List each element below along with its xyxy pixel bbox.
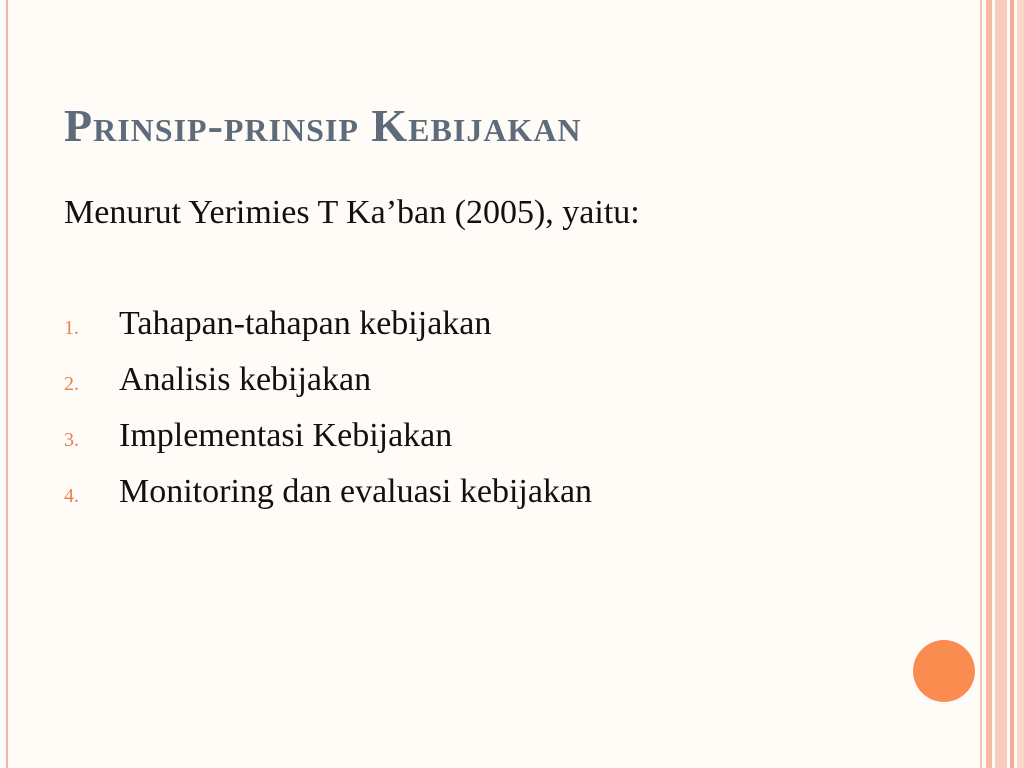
right-decorative-stripe bbox=[995, 0, 1007, 768]
list-item-text: Implementasi Kebijakan bbox=[119, 417, 453, 454]
list-number: 3. bbox=[64, 429, 79, 451]
list-item-text: Analisis kebijakan bbox=[119, 361, 372, 398]
slide-title: Prinsip-prinsip Kebijakan bbox=[64, 100, 582, 151]
right-decorative-stripe bbox=[980, 0, 982, 768]
list-item bbox=[64, 352, 592, 408]
right-decorative-stripe bbox=[1010, 0, 1014, 768]
list-item-text: Monitoring dan evaluasi kebijakan bbox=[119, 473, 593, 510]
orange-circle-decoration bbox=[913, 640, 975, 702]
intro-text: Menurut Yerimies T Ka’ban (2005), yaitu: bbox=[64, 194, 640, 231]
list-number: 2. bbox=[64, 373, 79, 395]
right-decorative-stripe bbox=[1017, 0, 1024, 768]
list-item bbox=[64, 296, 592, 352]
list-item bbox=[64, 408, 592, 464]
right-decorative-stripe bbox=[986, 0, 992, 768]
numbered-list bbox=[64, 296, 592, 520]
list-number: 4. bbox=[64, 485, 79, 507]
list-item-text: Tahapan-tahapan kebijakan bbox=[119, 305, 492, 342]
list-item bbox=[64, 464, 592, 520]
list-number: 1. bbox=[64, 317, 79, 339]
left-border-line bbox=[6, 0, 8, 768]
